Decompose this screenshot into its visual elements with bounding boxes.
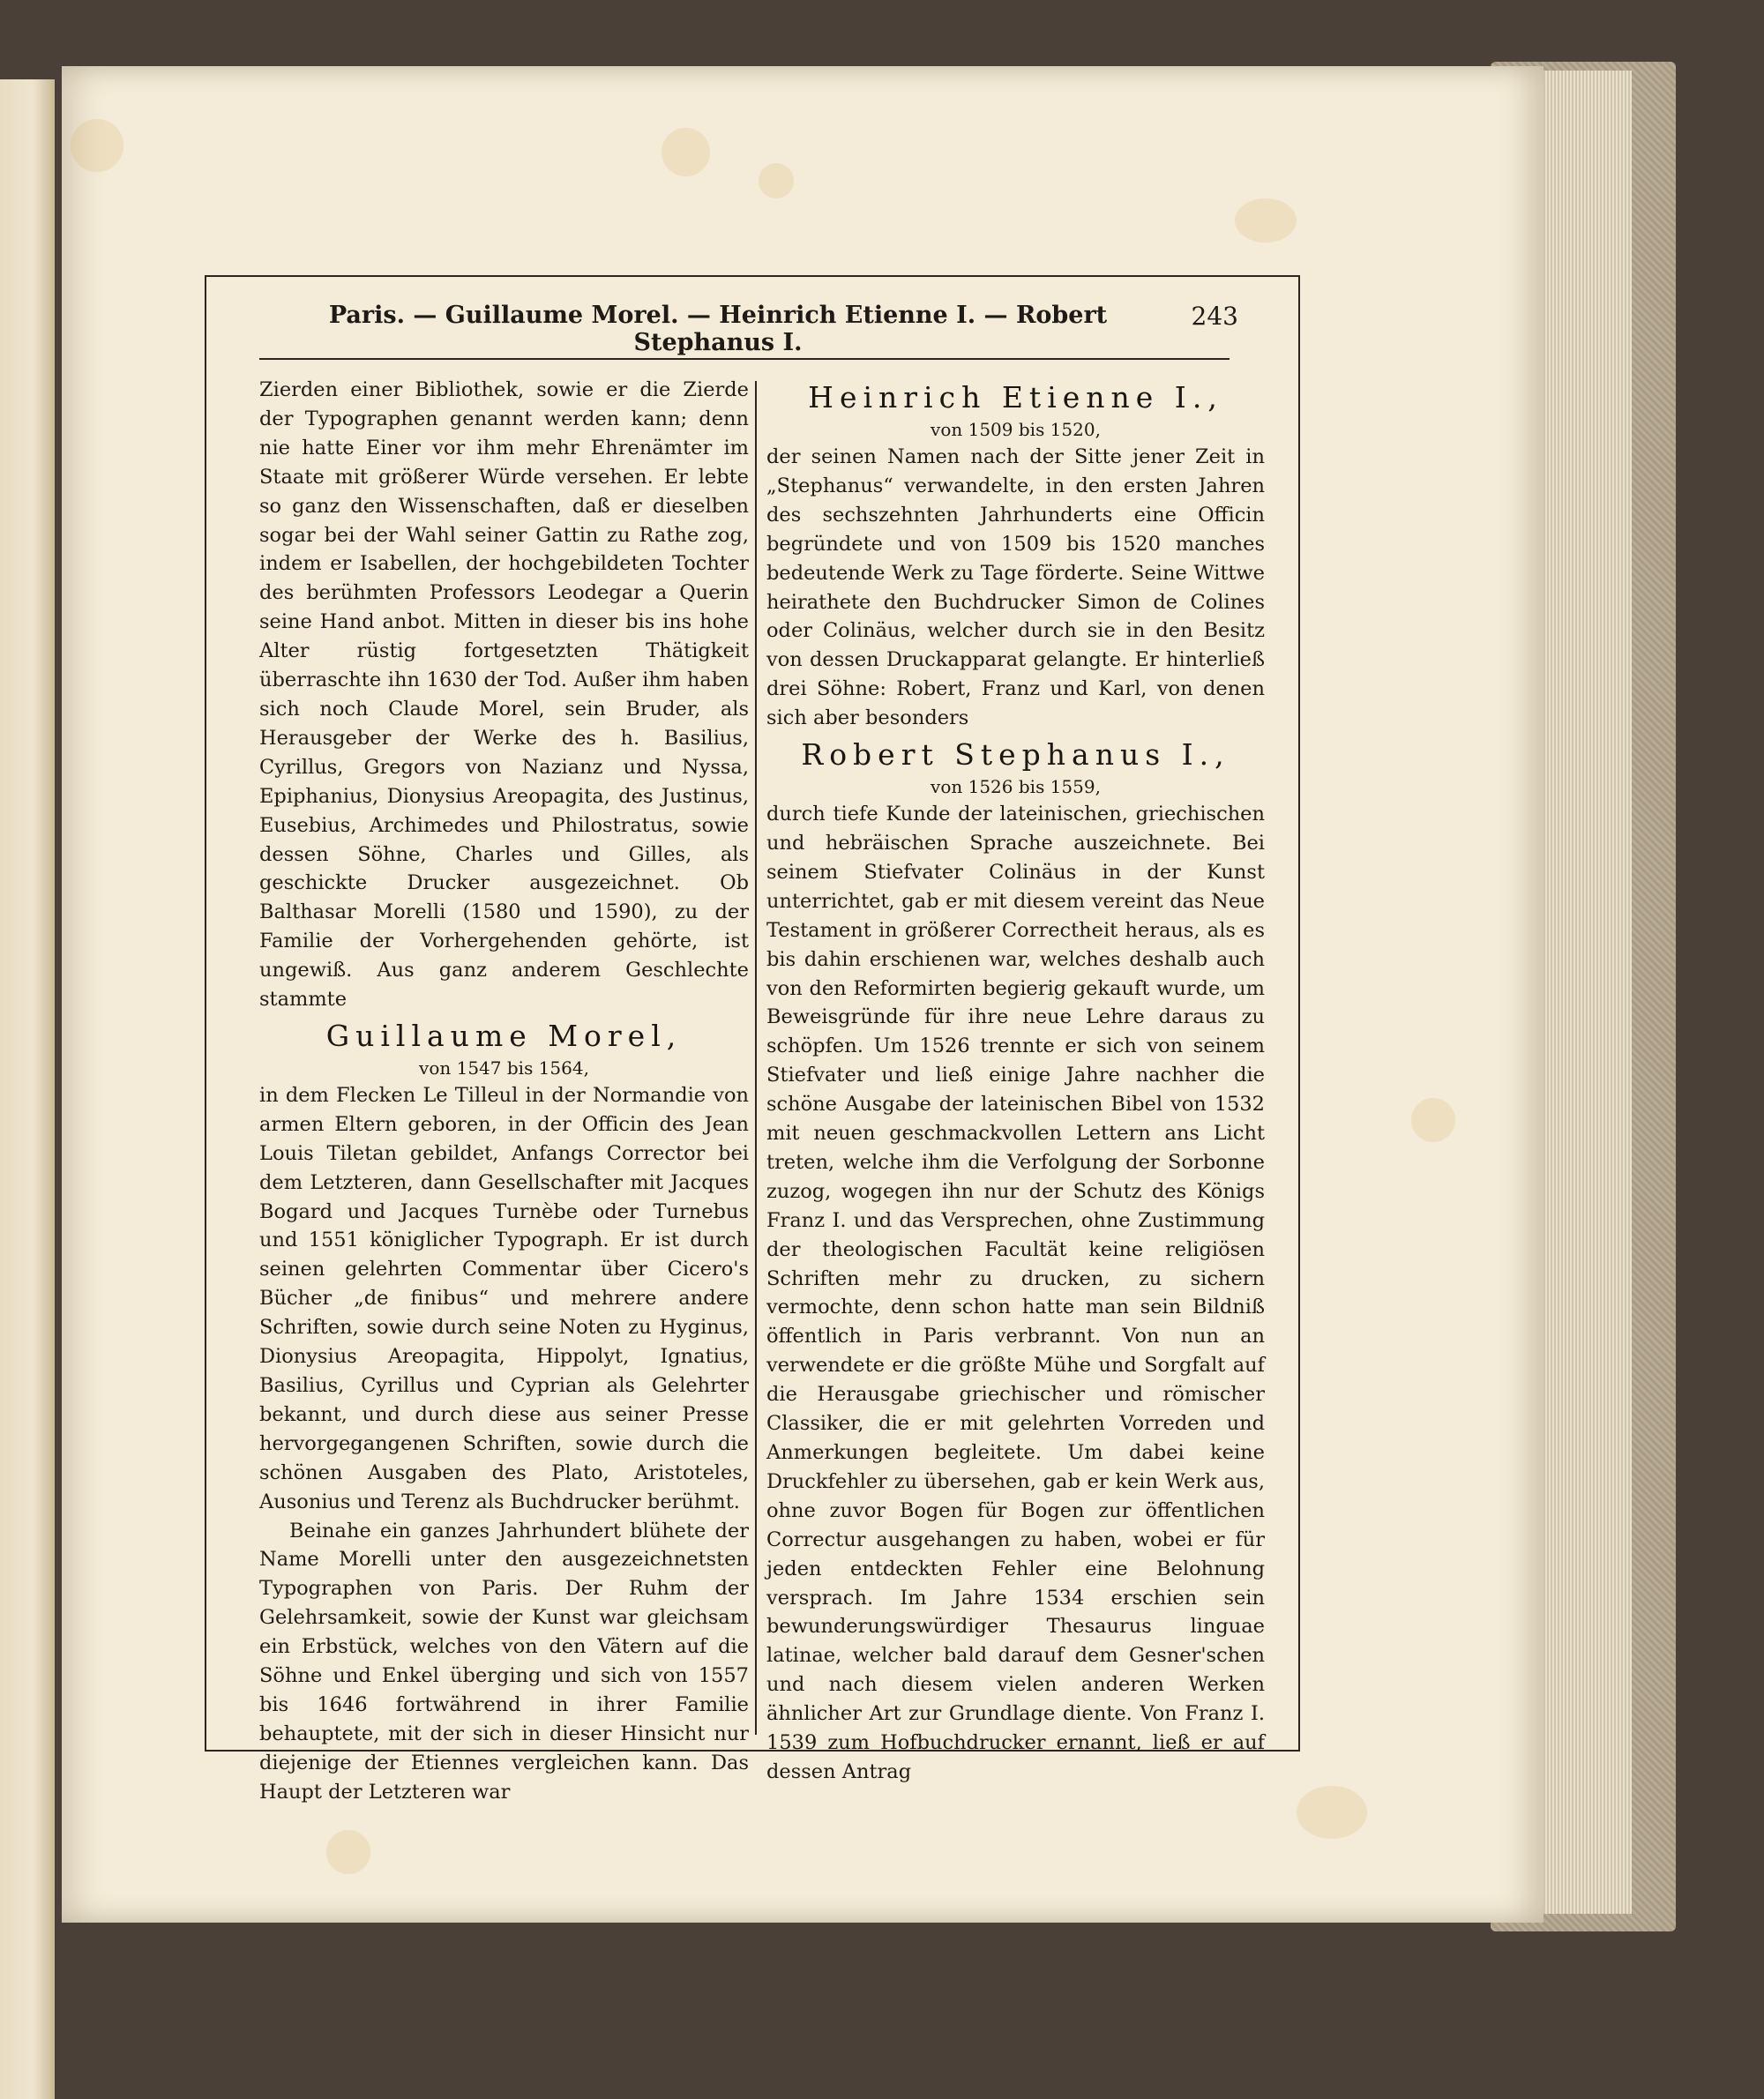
paragraph: der seinen Namen nach der Sitte jener Zeit in „Stephanus“ verwandelte, in den ersten Jahren des sechszehnten Jahrhunderts eine Officin begründete und von 1509 bis 1520 manches bedeutende Werk zu Tage förderte. Seine Wittwe heirathete den Buchdrucker Simon de Colines oder Colinäus, welcher durch sie in den Besitz von dessen Druckapparat gelangte. Er hinterließ drei Söhne: Robert, Franz und Karl, von denen sich aber besonders	[766, 445, 1265, 730]
paragraph: durch tiefe Kunde der lateinischen, griechischen und hebräischen Sprache auszeichnete. Bei seinem Stiefvater Colinäus in der Kunst unterrichtet, gab er mit diesem vereint das Neue Testament in größerer Correctheit heraus, als es bis dahin erschienen war, welches deshalb auch von den Reformirten begierig gekauft wurde, um Beweisgründe für ihre neue Lehre daraus zu schöpfen. Um 1526 trennte er sich von seinem Stiefvater und ließ einige Jahre nachher die schöne Ausgabe der lateinischen Bibel von 1532 mit neuen geschmackvollen Lettern ans Licht treten, welche ihm die Verfolgung der Sorbonne zuzog, wogegen ihn nur der Schutz des Königs Franz I. und das Versprechen, ohne Zustimmung der theologischen Facultät keine religiösen Schriften mehr zu drucken, zu sichern vermochte, denn schon hatte man sein Bildniß öffentlich in Paris verbrannt. Von nun an verwendete er die größte Mühe und Sorgfalt auf die Herausgabe griechischer und römischer Classiker, die er mit gelehrten Vorreden und Anmerkungen begleitete. Um dabei keine Druckfehler zu übersehen, gab er kein Werk aus, ohne zuvor Bogen für Bogen zur öffentlichen Correctur ausgehangen zu haben, wobei er für jeden entdeckten Fehler eine Belohnung versprach. Im Jahre 1534 erschien sein bewunderungswürdiger Thesaurus linguae latinae, welcher bald darauf dem Gesner'schen und nach diesem vielen anderen Werken ähnlicher Art zur Grundlage diente. Von Franz I. 1539 zum Hofbuchdrucker ernannt, ließ er auf dessen Antrag	[766, 803, 1265, 1783]
paragraph: Beinahe ein ganzes Jahrhundert blühete der Name Morelli unter den ausgezeichnetsten Typographen von Paris. Der Ruhm der Gelehrsamkeit, sowie der Kunst war gleichsam ein Erbstück, welches von den Vätern auf die Söhne und Enkel überging und sich von 1557 bis 1646 fortwährend in ihrer Familie behauptete, mit der sich in dieser Hinsicht nur diejenige der Etiennes vergleichen kann. Das Haupt der Letzteren war	[259, 1519, 749, 1804]
section-heading-robert-stephanus: Robert Stephanus I.,	[801, 737, 1230, 773]
left-column	[259, 376, 749, 1807]
facing-page-edge	[0, 79, 55, 2099]
text-frame	[205, 275, 1300, 1804]
foxing-spot	[326, 1830, 370, 1874]
header-rule	[259, 358, 1230, 360]
right-column	[766, 376, 1265, 1787]
foxing-spot	[759, 163, 794, 198]
running-header	[259, 296, 1274, 356]
foxing-spot	[1411, 1098, 1455, 1142]
section-subheading: von 1509 bis 1520,	[931, 419, 1101, 440]
header-title: Paris. — Guillaume Morel. — Heinrich Etienne I. — Robert Stephanus I.	[328, 302, 1108, 356]
paragraph: Zierden einer Bibliothek, sowie er die Zierde der Typographen genannt werden kann; denn nie hatte Einer vor ihm mehr Ehrenämter im Staate mit größerer Würde versehen. Er lebte so ganz den Wissenschaften, daß er dieselben sogar bei der Wahl seiner Gattin zu Rathe zog, indem er Isabellen, der hochgebildeten Tochter des berühmten Professors Leodegar a Querin seine Hand anbot. Mitten in dieser bis ins hohe Alter rüstig fortgesetzten Thätigkeit überraschte ihn 1630 der Tod. Außer ihm haben sich noch Claude Morel, sein Bruder, als Herausgeber der Werke des h. Basilius, Cyrillus, Gregors von Nazianz und Nyssa, Epiphanius, Dionysius Areopagita, des Justinus, Eusebius, Archimedes und Philostratus, sowie dessen Söhne, Charles und Gilles, als geschickte Drucker ausgezeichnet. Ob Balthasar Morelli (1580 und 1590), zu der Familie der Vorhergehenden gehörte, ist ungewiß. Aus ganz anderem Geschlechte stammte	[259, 378, 749, 1012]
section-subheading: von 1526 bis 1559,	[931, 776, 1101, 798]
section-heading-heinrich-etienne: Heinrich Etienne I.,	[808, 380, 1223, 415]
book-page	[62, 66, 1544, 1923]
section-subheading: von 1547 bis 1564,	[419, 1057, 589, 1079]
foxing-spot	[1235, 198, 1297, 243]
foxing-spot	[71, 119, 123, 172]
paragraph: in dem Flecken Le Tilleul in der Normandie von armen Eltern geboren, in der Officin des Jean Louis Tiletan gebildet, Anfangs Corrector bei dem Letzteren, dann Gesellschafter mit Jacques Bogard und Jacques Turnèbe oder Turnebus und 1551 königlicher Typograph. Er ist durch seinen gelehrten Commentar über Cicero's Bücher „de finibus“ und mehrere andere Schriften, sowie durch seine Noten zu Hyginus, Dionysius Areopagita, Hippolyt, Ignatius, Basilius, Cyrillus und Cyprian als Gelehrter bekannt, und durch diese aus seiner Presse hervorgegangenen Schriften, sowie durch die schönen Ausgaben des Plato, Aristoteles, Ausonius und Terenz als Buchdrucker berühmt.	[259, 1083, 749, 1513]
foxing-spot	[662, 128, 710, 176]
section-heading-guillaume-morel: Guillaume Morel,	[325, 1018, 683, 1053]
page-number: 243	[1191, 302, 1238, 331]
foxing-spot	[1297, 1786, 1367, 1839]
column-divider	[755, 381, 757, 1735]
